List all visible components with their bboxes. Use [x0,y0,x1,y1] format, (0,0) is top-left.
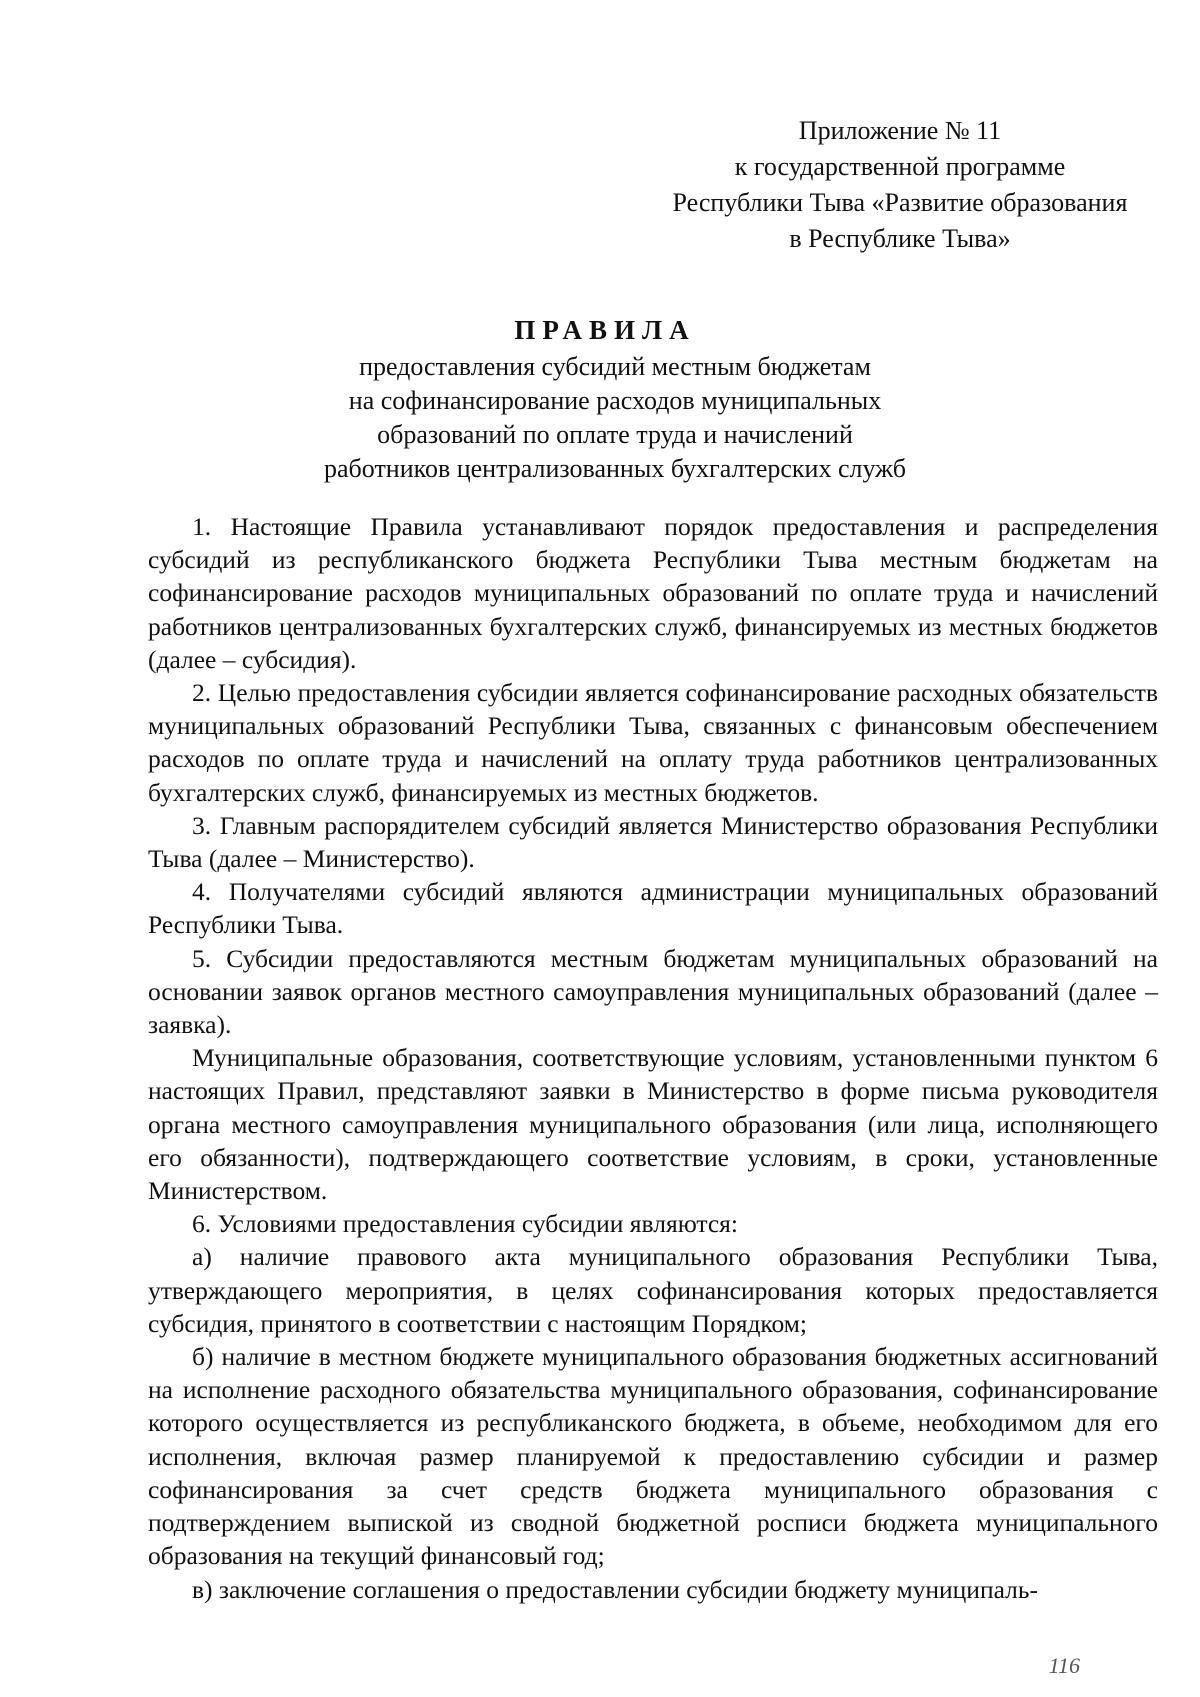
document-subtitle [0,350,1200,486]
appendix-line-1: Приложение № 11 [798,116,1002,145]
document-body [148,510,1158,1606]
paragraph-5: 5. Субсидии предоставляются местным бюджетам муниципальных образований на основании заявок органов местного самоуправления муниципальных образований (далее – заявка). [148,943,1158,1040]
appendix-line-3: Республики Тыва «Развитие образования [672,188,1128,217]
subtitle-line-3: образований по оплате труда и начислений [377,420,853,449]
paragraph-6v: в) заключение соглашения о предоставлении субсидии бюджету муниципаль- [192,1574,1038,1604]
subtitle-line-4: работников централизованных бухгалтерских служб [324,454,906,483]
paragraph-1: 1. Настоящие Правила устанавливают порядок предоставления и распределения субсидий из республиканского бюджета Республики Тыва местным бюджетам на софинансирование расходов муниципальных образований по оплате труда и начислений работников централизованных бухгалтерских служб, финансируемых из местных бюджетов (далее – субсидия). [148,512,1158,674]
paragraph-4: 4. Получателями субсидий являются администрации муниципальных образований Республики Тыва. [148,877,1158,940]
subtitle-line-2: на софинансирование расходов муниципальных [348,386,882,415]
appendix-header [640,113,1160,257]
appendix-line-2: к государственной программе [734,152,1066,181]
paragraph-6: 6. Условиями предоставления субсидии являются: [192,1209,738,1239]
document-title: ПРАВИЛА [514,315,696,345]
page-marker: 116 [1048,1653,1080,1678]
paragraph-6a: а) наличие правового акта муниципального образования Республики Тыва, утверждающего мероприятия, в целях софинансирования которых предоставляется субсидия, принятого в соответствии с настоящим Порядком; [148,1242,1158,1338]
paragraph-3: 3. Главным распорядителем субсидий является Министерство образования Республики Тыва (далее – Министерство). [148,810,1158,874]
subtitle-line-1: предоставления субсидий местным бюджетам [359,352,871,381]
paragraph-2: 2. Целью предоставления субсидии является софинансирование расходных обязательств муниципальных образований Республики Тыва, связанных с финансовым обеспечением расходов по оплате труда и начислений на оплату труда работников централизованных бухгалтерских служб, финансируемых из местных бюджетов. [148,678,1158,807]
paragraph-5-continued: Муниципальные образования, соответствующие условиям, установленными пунктом 6 настоящих Правил, представляют заявки в Министерство в форме письма руководителя органа местного самоуправления муниципального образования (или лица, исполняющего его обязанности), подтверждающего соответствие условиям, в сроки, установленные Министерством. [148,1043,1158,1206]
paragraph-6b: б) наличие в местном бюджете муниципального образования бюджетных ассигнований на исполнение расходного обязательства муниципального образования, софинансирование которого осуществляется из республиканского бюджета, в объеме, необходимом для его исполнения, включая размер планируемой к предоставлению субсидии и размер софинансирования за счет средств бюджета муниципального образования с подтверждением выпиской из сводной бюджетной росписи бюджета муниципального образования на текущий финансовый год; [148,1342,1158,1571]
appendix-line-4: в Республике Тыва» [789,224,1011,253]
document-title-block [0,310,1200,486]
